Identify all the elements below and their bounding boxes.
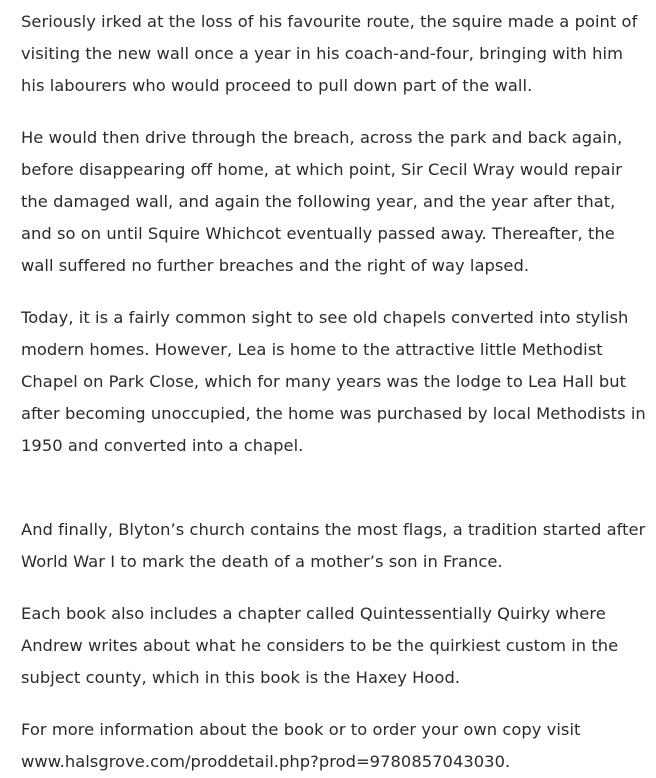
paragraph-squire-route: Seriously irked at the loss of his favourite route, the squire made a point of visiting the new wall once a year in his coach-and-four, bringing with him his labourers who would proceed to pull down part of the wall.	[21, 12, 638, 95]
paragraph-methodist-chapel: Today, it is a fairly common sight to see old chapels converted into stylish modern homes. However, Lea is home to the attractive little Methodist Chapel on Park Close, which for many years was the lodge to Lea Hall but after becoming unoccupied, the home was purchased by local Methodists in 1950 and converted into a chapel.	[21, 308, 646, 455]
paragraph-breach: He would then drive through the breach, across the park and back again, before disappearing off home, at which point, Sir Cecil Wray would repair the damaged wall, and again the following year, and the year after that, and so on until Squire Whichcot eventually passed away. Thereafter, the wall suffered no further breaches and the right of way lapsed.	[21, 128, 623, 275]
paragraph-blyton-church: And finally, Blyton’s church contains the most flags, a tradition started after World War I to mark the death of a mother’s son in France.	[21, 520, 646, 571]
article-body	[21, 6, 651, 778]
paragraph-quintessentially-quirky: Each book also includes a chapter called Quintessentially Quirky where Andrew writes about what he considers to be the quirkiest custom in the subject county, which in this book is the Haxey Hood.	[21, 604, 619, 687]
paragraph-more-information: For more information about the book or to order your own copy visit www.halsgrove.com/proddetail.php?prod=9780857043030.	[21, 720, 581, 771]
